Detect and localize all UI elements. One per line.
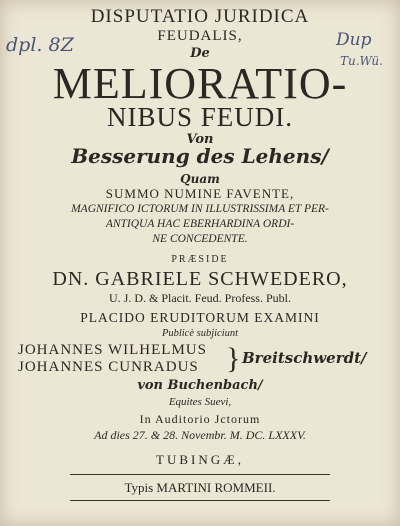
title-von: Von xyxy=(186,132,214,147)
handwritten-shelfmark: dpl. 8Z xyxy=(6,34,74,56)
handwritten-note-bottom: Tu.Wü. xyxy=(340,54,383,68)
main-title-line-1: MELIORATIO- xyxy=(52,59,348,108)
main-title-line-2: NIBUS FEUDI. xyxy=(106,102,293,132)
title-de: De xyxy=(190,46,210,61)
imprint-rule-top xyxy=(70,474,330,475)
brace: } xyxy=(226,342,241,375)
disputation-place: In Auditorio Jctorum xyxy=(139,412,261,426)
imprint-printer: Typis MARTINI ROMMEII. xyxy=(124,480,276,495)
imprint-rule-bottom xyxy=(70,500,330,501)
examen-line-1: PLACIDO ERUDITORUM EXAMINI xyxy=(80,310,320,325)
respondent-origin: von Buchenbach/ xyxy=(137,378,263,393)
dedication-quam: Quam xyxy=(180,172,220,186)
dedication-line-3: ANTIQUA HAC EBERHARDINA ORDI- xyxy=(105,218,295,230)
title-line-2: FEUDALIS, xyxy=(157,28,243,44)
respondent-name-2: JOHANNES CUNRADUS xyxy=(18,359,199,375)
respondent-name-1: JOHANNES WILHELMUS xyxy=(18,342,207,358)
respondents-block xyxy=(14,342,386,378)
title-line-1: DISPUTATIO JURIDICA xyxy=(90,6,310,27)
praeses-title: U. J. D. & Placit. Feud. Profess. Publ. xyxy=(108,291,291,305)
dedication-line-4: NE CONCEDENTE. xyxy=(152,233,248,245)
examen-line-2: Publicè subjiciunt xyxy=(161,328,239,339)
disputation-date: Ad dies 27. & 28. Novembr. M. DC. LXXXV. xyxy=(94,428,306,442)
dedication-line-2: MAGNIFICO ICTORUM IN ILLUSTRISSIMA ET PER- xyxy=(71,203,329,215)
handwritten-note-top: Dup xyxy=(336,30,372,50)
respondent-status: Equites Suevi, xyxy=(168,396,232,408)
german-title: Besserung des Lehens/ xyxy=(71,144,329,168)
dedication-line-1: SUMMO NUMINE FAVENTE, xyxy=(105,186,295,201)
praeses-name: DN. GABRIELE SCHWEDERO, xyxy=(52,268,348,290)
respondent-surname: Breitschwerdt/ xyxy=(242,349,367,367)
praeses-label: PRÆSIDE xyxy=(171,254,229,265)
imprint-city: TUBINGÆ, xyxy=(156,452,244,467)
